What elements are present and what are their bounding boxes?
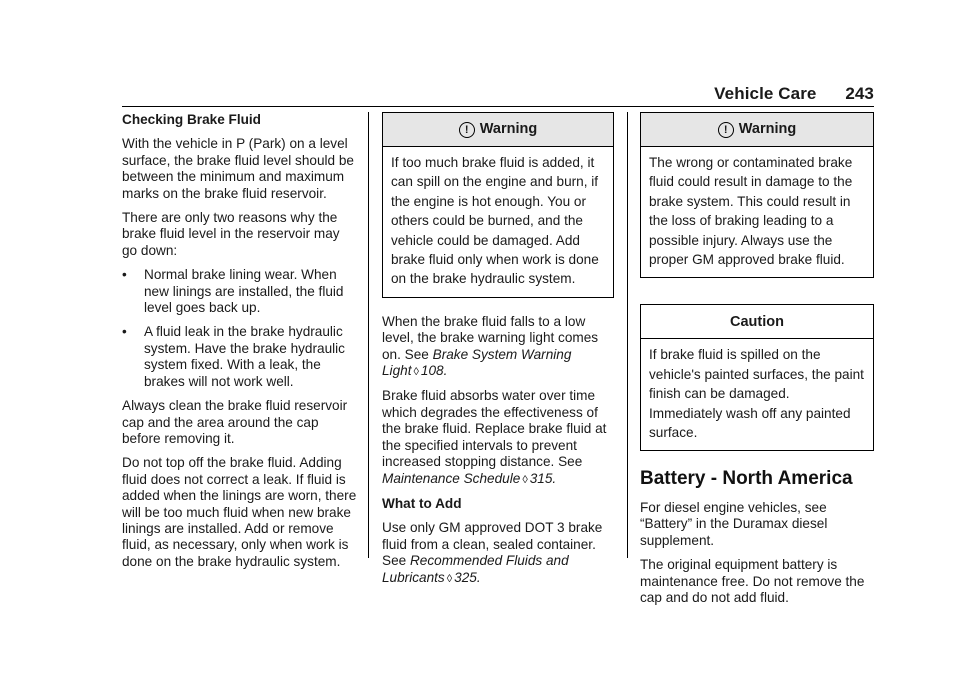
- warning-body: The wrong or contaminated brake fluid could result in damage to the brake system. This could result in the loss of braking leading to a possible injury. Always use the proper GM approved brake fluid.: [649, 155, 853, 268]
- cross-reference-link[interactable]: Maintenance Schedule: [382, 470, 521, 486]
- paragraph-text: When the brake fluid falls to a low level, the brake warning light comes on. See: [382, 313, 599, 362]
- paragraph: [382, 388, 614, 487]
- subsection-title: Checking Brake Fluid: [122, 112, 261, 127]
- header-rule: [122, 106, 874, 107]
- list-item: [122, 267, 358, 316]
- paragraph: Always clean the brake fluid reservoir cap and the area around the cap before removing it.: [122, 398, 348, 446]
- page-number: 243: [845, 84, 874, 103]
- paragraph: [382, 314, 614, 381]
- section-title: Vehicle Care: [714, 84, 817, 103]
- section-heading: Battery - North America: [640, 468, 853, 490]
- warning-title: Warning: [738, 121, 797, 138]
- warning-header: [383, 113, 613, 147]
- list-item-text: A fluid leak in the brake hydraulic system. Have the brake hydraulic system fixed. With a leak, the brakes will not work well.: [144, 324, 345, 389]
- list-item-text: Normal brake lining wear. When new linings are installed, the fluid level goes back up.: [144, 267, 344, 316]
- cross-reference-link[interactable]: Brake System Warning Light: [382, 346, 572, 379]
- paragraph: [382, 520, 614, 587]
- cross-reference-link[interactable]: Recommended Fluids and Lubricants: [382, 553, 569, 585]
- warning-box: [640, 112, 874, 278]
- bullet-icon: •: [122, 267, 127, 283]
- paragraph-text: Use only GM approved DOT 3 brake fluid from a clean, sealed container. See: [382, 520, 603, 569]
- column-2: [382, 112, 614, 595]
- paragraph: The original equipment battery is maintenance free. Do not remove the cap and do not add fluid.: [640, 557, 865, 605]
- paragraph-text: Brake fluid absorbs water over time which degrades the effectiveness of the brake fluid. Replace brake fluid at the specified intervals to prevent increased stopping distance. See: [382, 388, 607, 470]
- column-divider-2: [627, 112, 628, 558]
- xref-icon: ◊: [446, 572, 453, 585]
- warning-icon: !: [459, 122, 475, 138]
- bullet-icon: •: [122, 324, 127, 340]
- subsection-title: What to Add: [382, 495, 462, 511]
- paragraph: Do not top off the brake fluid. Adding fluid does not correct a leak. If fluid is added when the linings are worn, there will be too much fluid when new brake linings are installed. Add or remove fluid, as necessary, only when work is done on the brake hydraulic system.: [122, 455, 357, 569]
- paragraph: There are only two reasons why the brake fluid level in the reservoir may go down:: [122, 210, 340, 258]
- page-reference[interactable]: 315.: [529, 470, 557, 486]
- caution-box: [640, 304, 874, 451]
- warning-body: If too much brake fluid is added, it can spill on the engine and burn, if the engine is hot enough. You or others could be burned, and the vehicle could be damaged. Add brake fluid only when work is done on the brake hydraulic system.: [391, 155, 599, 287]
- warning-box: [382, 112, 614, 298]
- warning-title: Warning: [479, 121, 538, 138]
- page-reference[interactable]: 325.: [454, 569, 481, 585]
- page-header: [714, 84, 874, 104]
- caution-body: If brake fluid is spilled on the vehicle's painted surfaces, the paint finish can be damaged. Immediately wash off any painted surface.: [649, 347, 864, 441]
- column-1: [122, 112, 358, 578]
- list-item: [122, 324, 358, 390]
- paragraph: With the vehicle in P (Park) on a level surface, the brake fluid level should be between the minimum and maximum marks on the brake fluid reservoir.: [122, 136, 354, 201]
- warning-icon: !: [718, 122, 734, 138]
- paragraph: For diesel engine vehicles, see “Battery” in the Duramax diesel supplement.: [640, 499, 828, 548]
- xref-icon: ◊: [522, 473, 528, 486]
- xref-icon: ◊: [413, 366, 419, 379]
- column-divider-1: [368, 112, 369, 558]
- page-reference[interactable]: 108.: [420, 363, 448, 379]
- caution-header: Caution: [641, 305, 873, 339]
- column-3: [640, 112, 874, 614]
- warning-header: [641, 113, 873, 147]
